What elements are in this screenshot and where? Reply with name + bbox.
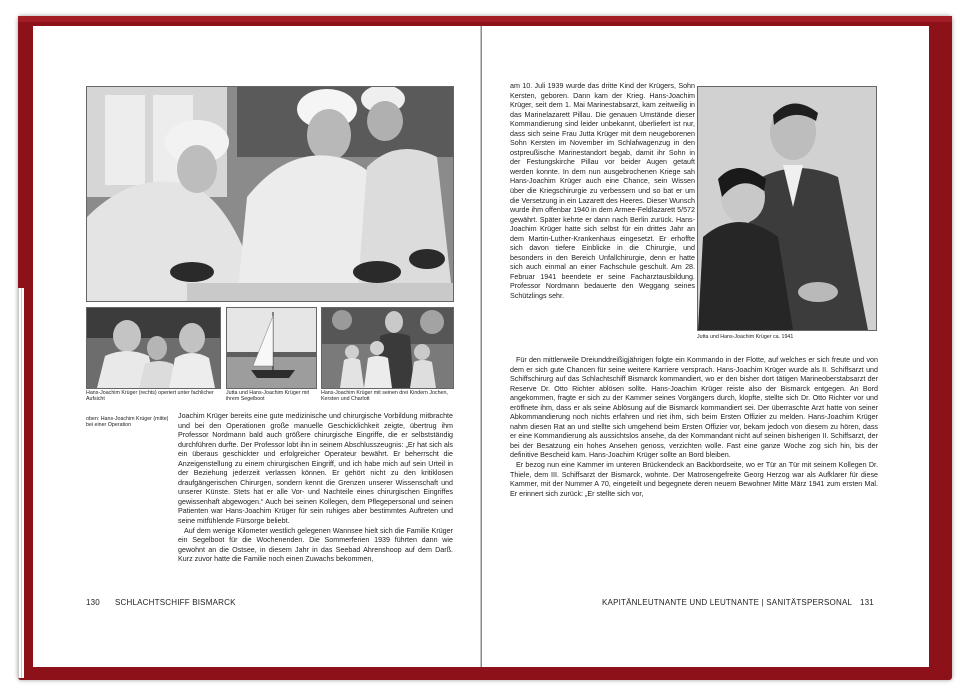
paragraph: Er bezog nun eine Kammer im unteren Brückendeck an Backbordseite, wo er Tür an Tür mit seinem Kollegen Dr. Thiele, dem III. Schiffsarzt der Bismarck, wohnte. Der Matrosengefreite Georg Herzog war als Aufklarer für diese Kammer, mit der Nummer A 70, eingeteilt und begegnete deren neuem Bewohner Mitte März 1941 zum ersten Mal. Er erinnert sich zurück: „Er stellte sich vor,: [510, 461, 878, 498]
running-title: KAPITÄNLEUTNANTE UND LEUTNANTE | SANITÄTSPERSONAL: [602, 598, 853, 607]
right-body-text: [510, 356, 878, 499]
couple-photo: [697, 86, 877, 331]
caption-sailboat: Jutta und Hans-Joachim Krüger mit ihrem Segelboot: [226, 390, 310, 403]
sailboat-photo: [226, 307, 317, 389]
surgery-main-photo: [86, 86, 454, 302]
paragraph: Joachim Krüger bereits eine gute medizinische und chirurgische Vorbildung mitbrachte und bei den Operationen große manuelle Geschicklichkeit zeigte, übertrug ihm Professor Nordmann bald auch größere chirurgische Eingriffe, die er selbstständig durchführen durfte. Der Professor lobt ihn in seinem Abschlusszeugnis: „Er hat sich als ein überaus geschickter und erfolgreicher Operateur bewährt. Er beherrscht die Anzeigenstellung zu einem chirurgischen Eingriff, und ich habe mich auf sein Urteil in der Beziehung jederzeit verlassen können. Er gehört nicht zu den kritiklosen draufgängerischen Chirurgen, sondern kennt die Grenzen unserer Wissenschaft und unserer Künste. Stets hat er alle Vor- und Nachteile eines chirurgischen Eingriffes gewissenhaft abgewogen.“ Auch bei seinen Kollegen, dem Pflegepersonal und seinen Patienten war Hans-Joachim Krüger für sein ruhiges aber bestimmtes Auftreten und seine mitfühlende Fürsorge beliebt.: [178, 412, 453, 526]
family-photo: [321, 307, 454, 389]
paragraph: Auf dem wenige Kilometer westlich gelegenen Wannsee hielt sich die Familie Krüger ein Segelboot für die Wochenenden. Die Sommerferien 1939 führten dann wie gewohnt an die Ostsee, in diesem Jahr in das Seebad Ahrenshoop auf dem Darß. Kurz zuvor hatte die Familie noch einen Zuwachs bekommen,: [178, 526, 453, 564]
right-column-text: [510, 82, 695, 302]
paragraph: am 10. Juli 1939 wurde das dritte Kind der Krügers, Sohn Kersten, geboren. Dann kam der Krieg. Hans-Joachim Krüger, seit dem 1. Mai Marinestabsarzt, kam zeitweilig in das Marinelazarett Pillau. Die genauen Umstände dieser Kommandierung sind leider unbekannt, überliefert ist nur, dass sich seine Frau Jutta Krüger mit dem neugeborenen Sohn Kersten im November im Schlafwagenzug in den ostpreußische Marinestandort begab, damit ihr Sohn in der Festungskirche Pillau vor beider Augen getauft werden konnte. In dem nun ausgebrochenen Kriege sah Hans-Joachim Krüger auch eine Chance, sein Wissen über die Kriegschirurgie zu verbessern und so bat er um die Versetzung in ein Lazarett des Heeres. Dieser Wunsch wurde ihm offenbar 1940 in dem Armee-Feldlazarett 5/572 gewährt. Später kehrte er dann nach Berlin zurück. Hans-Joachim Krüger hatte sich selbst für ein drittes Jahr an dem Martin-Luther-Krankenhaus eingesetzt. Er erhoffte sich davon tiefere Einblicke in die Chirurgie, und besonders in den Bereich Unfallchirurgie, denn er hatte sich auch einmal an einer Fachschule geschult. Am 28. Februar 1941 beendete er seine Facharztausbildung. Professor Nordmann bedauerte den Weggang seines Schützlings sehr.: [510, 82, 695, 301]
paragraph: Für den mittlerweile Dreiunddreißigjährigen folgte ein Kommando in der Flotte, auf welches er sich freute und von dem er sich gute Chancen für seine weitere Karriere versprach. Hans-Joachim Krüger wurde als II. Schiffsarzt und Schiffschirurg auf das Schlachtschiff Bismarck kommandiert, wo er den bisher dort tätigen Marineoberstabsarzt der Reserve Dr. Otto Richter ablösen sollte. Hans-Joachim Krüger reiste also der Bismarck entgegen. An Bord angekommen, fragte er sich zu der Kammer seines Vorgängers durch, klopfte, stellte sich Dr. Otto Richter vor und eröffnete ihm, dass er als seine Ablösung auf die Bismarck kommandiert sei. Der überraschte Arzt hatte von seiner Abkommandierung noch nichts erfahren und riet ihm, sich beim Ersten Offizier zu melden. Hans-Joachim Krüger nahm diesen Rat an und stellte sich umgehend beim Ersten Offizier vor, bekam jedoch von diesem zu hören, dass er eine Kommandierung als aussichtslos ansehe, da der Kommandant nicht auf seinen bisherigen II. Schiffsarzt, der bei der Besatzung ein hohes Ansehen genoss, verzichten wolle. Fast eine ganze Woche zog sich hin, bis der definitive Bescheid kam. Hans-Joachim Krüger sollte an Bord bleiben.: [510, 356, 878, 460]
running-title: SCHLACHTSCHIFF BISMARCK: [115, 598, 236, 607]
left-page: [33, 26, 482, 667]
folio-number: 131: [860, 598, 874, 607]
folio-number: 130: [86, 598, 100, 607]
surgery-group-photo: [86, 307, 221, 389]
page-stack-edge: [18, 288, 24, 678]
left-body-text: [178, 412, 453, 565]
caption-family: Hans-Joachim Krüger mit seinen drei Kindern Jochen, Kersten und Charlott: [321, 390, 448, 403]
caption-couple-photo: Jutta und Hans-Joachim Krüger ca. 1941: [697, 334, 794, 340]
caption-surgery-group: Hans-Joachim Krüger (rechts) operiert unter fachlicher Aufsicht: [86, 390, 214, 403]
caption-main-photo: oben: Hans-Joachim Krüger (mitte) bei einer Operation: [86, 416, 169, 429]
right-page: [482, 26, 929, 667]
